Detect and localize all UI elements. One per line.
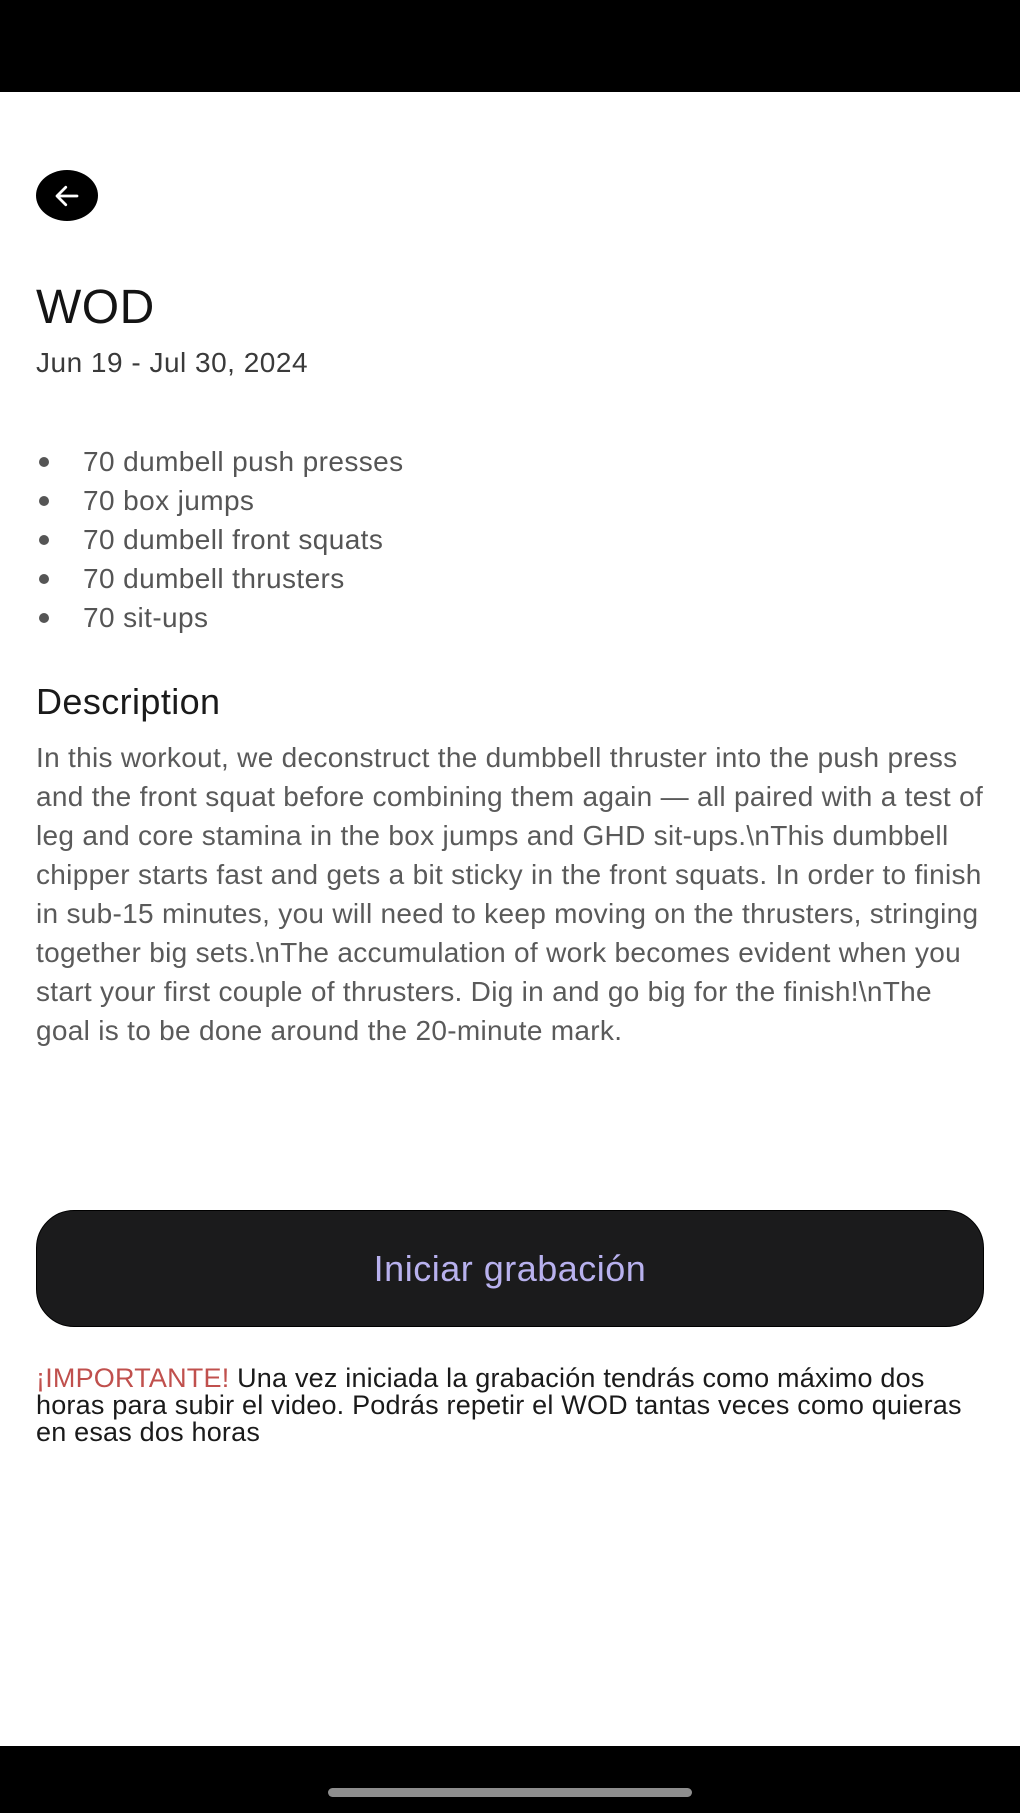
bullet-icon [39, 574, 49, 584]
list-item [36, 442, 404, 481]
arrow-left-icon [52, 181, 82, 211]
list-item [36, 520, 404, 559]
important-label: ¡IMPORTANTE! [36, 1363, 230, 1393]
status-bar [0, 0, 1020, 92]
description-heading: Description [36, 681, 221, 722]
page-title: WOD [36, 281, 155, 334]
back-button[interactable] [36, 170, 98, 221]
list-item [36, 559, 404, 598]
exercise-list [36, 442, 404, 637]
list-item [36, 598, 404, 637]
bullet-icon [39, 457, 49, 467]
list-item [36, 481, 404, 520]
exercise-label: 70 dumbell thrusters [83, 563, 345, 594]
start-recording-button[interactable] [36, 1210, 984, 1327]
exercise-label: 70 dumbell push presses [83, 446, 404, 477]
bullet-icon [39, 535, 49, 545]
navigation-bar [0, 1746, 1020, 1813]
date-range: Jun 19 - Jul 30, 2024 [36, 347, 309, 378]
description-text: In this workout, we deconstruct the dumbbell thruster into the push press and the front squat before combining them again — all paired with a test of leg and core stamina in the box jumps and GHD sit-ups.\nThis dumbbell chipper starts fast and gets a bit sticky in the front squats. In order to finish in sub-15 minutes, you will need to keep moving on the thrusters, stringing together big sets.\nThe accumulation of work becomes evident when you start your first couple of thrusters. Dig in and go big for the finish!\nThe goal is to be done around the 20-minute mark. [36, 742, 984, 1046]
bullet-icon [39, 613, 49, 623]
important-notice [36, 1365, 986, 1446]
home-indicator[interactable] [328, 1788, 692, 1797]
exercise-label: 70 sit-ups [83, 602, 209, 633]
start-recording-label: Iniciar grabación [373, 1247, 647, 1289]
notice-text: Una vez iniciada la grabación tendrás como máximo dos horas para subir el video. Podrás repetir el WOD tantas veces como quieras en esas dos horas [36, 1363, 962, 1447]
exercise-label: 70 box jumps [83, 485, 255, 516]
exercise-label: 70 dumbell front squats [83, 524, 384, 555]
bullet-icon [39, 496, 49, 506]
